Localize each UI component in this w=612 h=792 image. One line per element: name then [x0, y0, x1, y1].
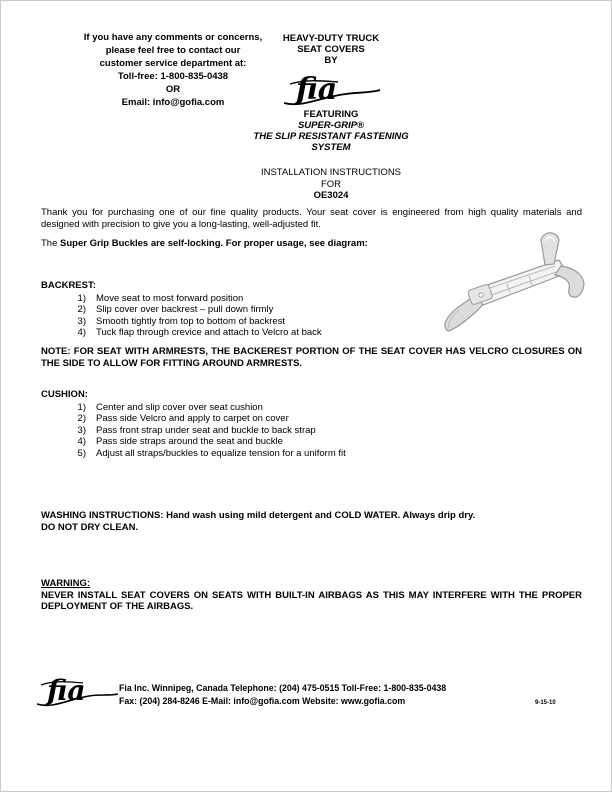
list-item-text: Center and slip cover over seat cushion: [96, 402, 263, 413]
doc-title-line2: SEAT COVERS: [297, 44, 365, 55]
list-item-number: 1): [77, 293, 86, 304]
list-item-text: Pass front strap under seat and buckle to back strap: [96, 424, 316, 436]
cushion-item-4: [41, 436, 541, 447]
contact-or: OR: [165, 84, 181, 95]
footer-line2: Fax: (204) 284-8246 E-Mail: info@gofia.com Website: www.gofia.com: [119, 695, 406, 706]
doc-title-line1: HEAVY-DUTY TRUCK: [282, 33, 380, 44]
cushion-item-3: [41, 425, 541, 436]
cushion-item-1: [41, 402, 541, 413]
footer-fia-logo: [35, 673, 119, 713]
contact-tollfree: Toll-free: 1-800-835-0438: [117, 71, 229, 82]
buckle-sentence-prefix: The: [41, 238, 61, 249]
warning-section: [41, 578, 582, 613]
footer-contact: [119, 682, 489, 708]
backrest-list: [41, 293, 541, 339]
list-item-text: Move seat to most forward position: [96, 293, 244, 304]
list-item-number: 1): [77, 402, 86, 413]
backrest-item-3: [41, 316, 541, 327]
list-item-number: 5): [77, 447, 86, 459]
warning-body: NEVER INSTALL SEAT COVERS ON SEATS WITH BUILT-IN AIRBAGS AS THIS MAY INTERFERE WITH THE PROPER DEPLOYMENT OF THE AIRBAGS.: [41, 589, 582, 612]
list-item-number: 4): [77, 436, 86, 448]
backrest-item-4: [41, 327, 541, 338]
fia-logo: [276, 73, 386, 107]
washing-line1: WASHING INSTRUCTIONS: Hand wash using mild detergent and COLD WATER. Always drip dry.: [41, 510, 476, 521]
revision-date-code: 9-15-10: [535, 700, 556, 706]
title-block: [233, 33, 429, 202]
install-line2: FOR: [320, 178, 342, 190]
list-item-number: 4): [77, 327, 86, 339]
list-item-number: 3): [77, 315, 86, 327]
footer-line1: Fia Inc. Winnipeg, Canada Telephone: (204) 475-0515 Toll-Free: 1-800-835-0438: [119, 683, 447, 693]
model-number: OE3024: [313, 190, 349, 201]
list-item-text: Adjust all straps/buckles to equalize tension for a uniform fit: [96, 447, 346, 459]
washing-instructions: [41, 510, 582, 533]
footer-fia-logo-wrap: [35, 673, 119, 713]
list-item-text: Slip cover over backrest – pull down firmly: [96, 304, 274, 316]
product-tagline: THE SLIP RESISTANT FASTENING SYSTEM: [253, 131, 409, 153]
warning-heading: WARNING:: [41, 578, 91, 589]
contact-email: Email: info@gofia.com: [121, 97, 225, 108]
thank-you-paragraph: Thank you for purchasing one of our fine quality products. Your seat cover is engineered from high quality materials and designed with precision to give you a long-lasting, well-adjusted fit.: [41, 207, 582, 230]
backrest-item-1: [41, 293, 541, 304]
product-name: SUPER-GRIP®: [297, 120, 365, 131]
backrest-heading: BACKREST:: [41, 280, 96, 291]
list-item-number: 3): [77, 424, 86, 436]
fia-logo-wrap: [233, 73, 429, 107]
footer-fia-logo-text: fia: [47, 674, 86, 707]
list-item-number: 2): [77, 304, 86, 316]
list-item-text: Pass side Velcro and apply to carpet on cover: [96, 413, 289, 425]
install-line1: INSTALLATION INSTRUCTIONS: [260, 167, 402, 178]
washing-line2: DO NOT DRY CLEAN.: [41, 521, 139, 533]
contact-line-3: customer service department at:: [99, 58, 247, 69]
featuring-label: FEATURING: [303, 109, 359, 120]
fia-logo-text: fia: [296, 73, 338, 107]
cushion-heading: CUSHION:: [41, 389, 88, 400]
list-item-text: Pass side straps around the seat and buckle: [96, 436, 283, 448]
list-item-text: Tuck flap through crevice and attach to Velcro at back: [96, 327, 322, 339]
cushion-item-5: [41, 448, 541, 459]
list-item-text: Smooth tightly from top to bottom of backrest: [96, 315, 286, 327]
contact-line-2: please feel free to contact our: [105, 45, 241, 56]
install-block: [233, 167, 429, 202]
cushion-item-2: [41, 413, 541, 424]
armrest-note: NOTE: FOR SEAT WITH ARMRESTS, THE BACKEREST PORTION OF THE SEAT COVER HAS VELCRO CLOSURES ON THE SIDE TO ALLOW FOR FITTING AROUND ARMRESTS.: [41, 346, 582, 369]
contact-line-1: If you have any comments or concerns,: [83, 32, 263, 43]
doc-title-by: BY: [324, 55, 338, 66]
buckle-sentence-bold: Super Grip Buckles are self-locking. For proper usage, see diagram:: [60, 238, 368, 249]
list-item-number: 2): [77, 413, 86, 425]
cushion-list: [41, 402, 541, 459]
backrest-item-2: [41, 304, 541, 315]
